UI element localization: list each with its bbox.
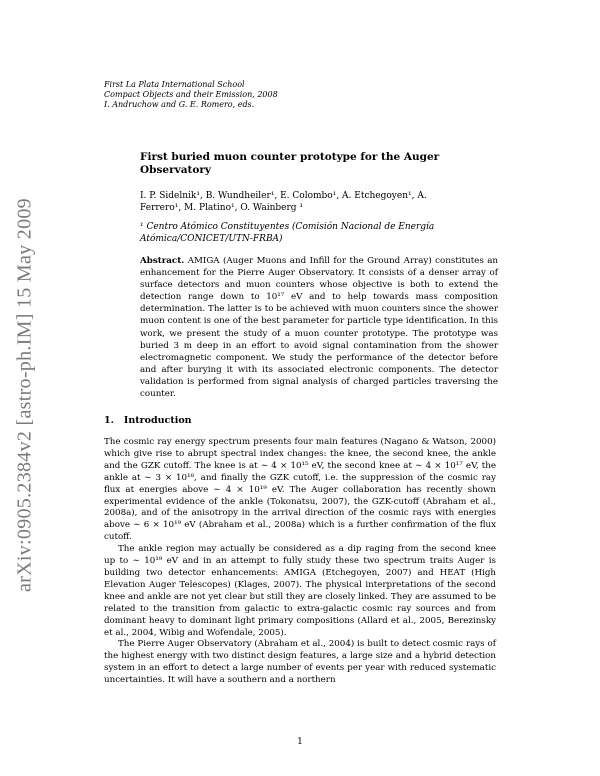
abstract-label: Abstract. <box>140 256 185 266</box>
paper-title: First buried muon counter prototype for the Auger Observatory <box>140 151 440 176</box>
paragraph: The Pierre Auger Observatory (Abraham et al., 2004) is built to detect cosmic rays of the highest energy with two distinct design features, a large size and a hybrid detection system in an effort to detect a large number of events per year with reduced systematic uncertainties. It will have a southern and a northern <box>104 639 496 686</box>
section-heading <box>104 415 192 426</box>
body-text <box>104 437 496 687</box>
section-number: 1. <box>104 415 114 426</box>
abstract <box>140 255 498 400</box>
affiliation-line-1: ¹ Centro Atómico Constituyentes (Comisión Nacional de Energía <box>140 222 435 232</box>
section-title: Introduction <box>123 415 192 426</box>
header-line-3: I. Andruchow and G. E. Romero, eds. <box>104 100 255 109</box>
conference-header <box>104 80 278 110</box>
authors-line-2: Ferrero¹, M. Platino¹, O. Wainberg ¹ <box>140 203 304 213</box>
abstract-text: AMIGA (Auger Muons and Infill for the Ground Array) constitutes an enhancement for the Pierre Auger Observatory. It consists of a denser array of surface detectors and muon counters whose objective is both to extend the detection range down to 10¹⁷ eV and to help towards mass composition determination. The latter is to be achieved with muon counters since the shower muon content is one of the best parameter for particle type identification. In this work, we present the study of a muon counter prototype. The prototype was buried 3 m deep in an effort to avoid signal contamination from the shower electromagnetic component. We study the performance of the detector before and after burying it with its associated electronic components. The detector validation is performed from signal analysis of charged particles traversing the counter. <box>140 256 499 400</box>
affiliation <box>140 221 470 245</box>
authors <box>140 190 500 214</box>
arxiv-stamp <box>10 160 40 630</box>
header-line-2: Compact Objects and their Emission, 2008 <box>104 90 278 99</box>
header-line-1: First La Plata International School <box>104 80 245 89</box>
arxiv-stamp-text: arXiv:0905.2384v2 [astro-ph.IM] 15 May 2009 <box>13 198 36 592</box>
page-number: 1 <box>297 737 303 747</box>
affiliation-line-2: Atómica/CONICET/UTN-FRBA) <box>140 234 283 244</box>
authors-line-1: I. P. Sidelnik¹, B. Wundheiler¹, E. Colombo¹, A. Etchegoyen¹, A. <box>140 191 427 201</box>
paragraph: The ankle region may actually be considered as a dip raging from the second knee up to ∼ 10¹⁹ eV and in an attempt to fully study these two spectrum traits Auger is building two detector enhancements: AMIGA (Etchegoyen, 2007) and HEAT (High Elevation Auger Telescopes) (Klages, 2007). The physical interpretations of the second knee and ankle are not yet clear but still they are closely linked. They are assumed to be related to the transition from galactic to extra-galactic cosmic ray sources and from dominant heavy to dominant light primary compositions (Allard et al., 2005, Berezinsky et al., 2004, Wibig and Wofendale, 2005). <box>104 544 496 638</box>
paragraph: The cosmic ray energy spectrum presents four main features (Nagano & Watson, 2000) which give rise to abrupt spectral index changes: the knee, the second knee, the ankle and the GZK cutoff. The knee is at ∼ 4 × 10¹⁵ eV, the second knee at ∼ 4 × 10¹⁷ eV, the ankle at ∼ 3 × 10¹⁸, and finally the GZK cutoff, i.e. the suppression of the cosmic ray flux at energies above ∼ 4 × 10¹⁹ eV. The Auger collaboration has recently shown experimental evidence of the ankle (Tokonatsu, 2007), the GZK-cutoff (Abraham et al., 2008a), and of the anisotropy in the arrival direction of the cosmic rays with energies above ∼ 6 × 10¹⁹ eV (Abraham et al., 2008a) which is a further confirmation of the flux cutoff. <box>104 437 496 543</box>
